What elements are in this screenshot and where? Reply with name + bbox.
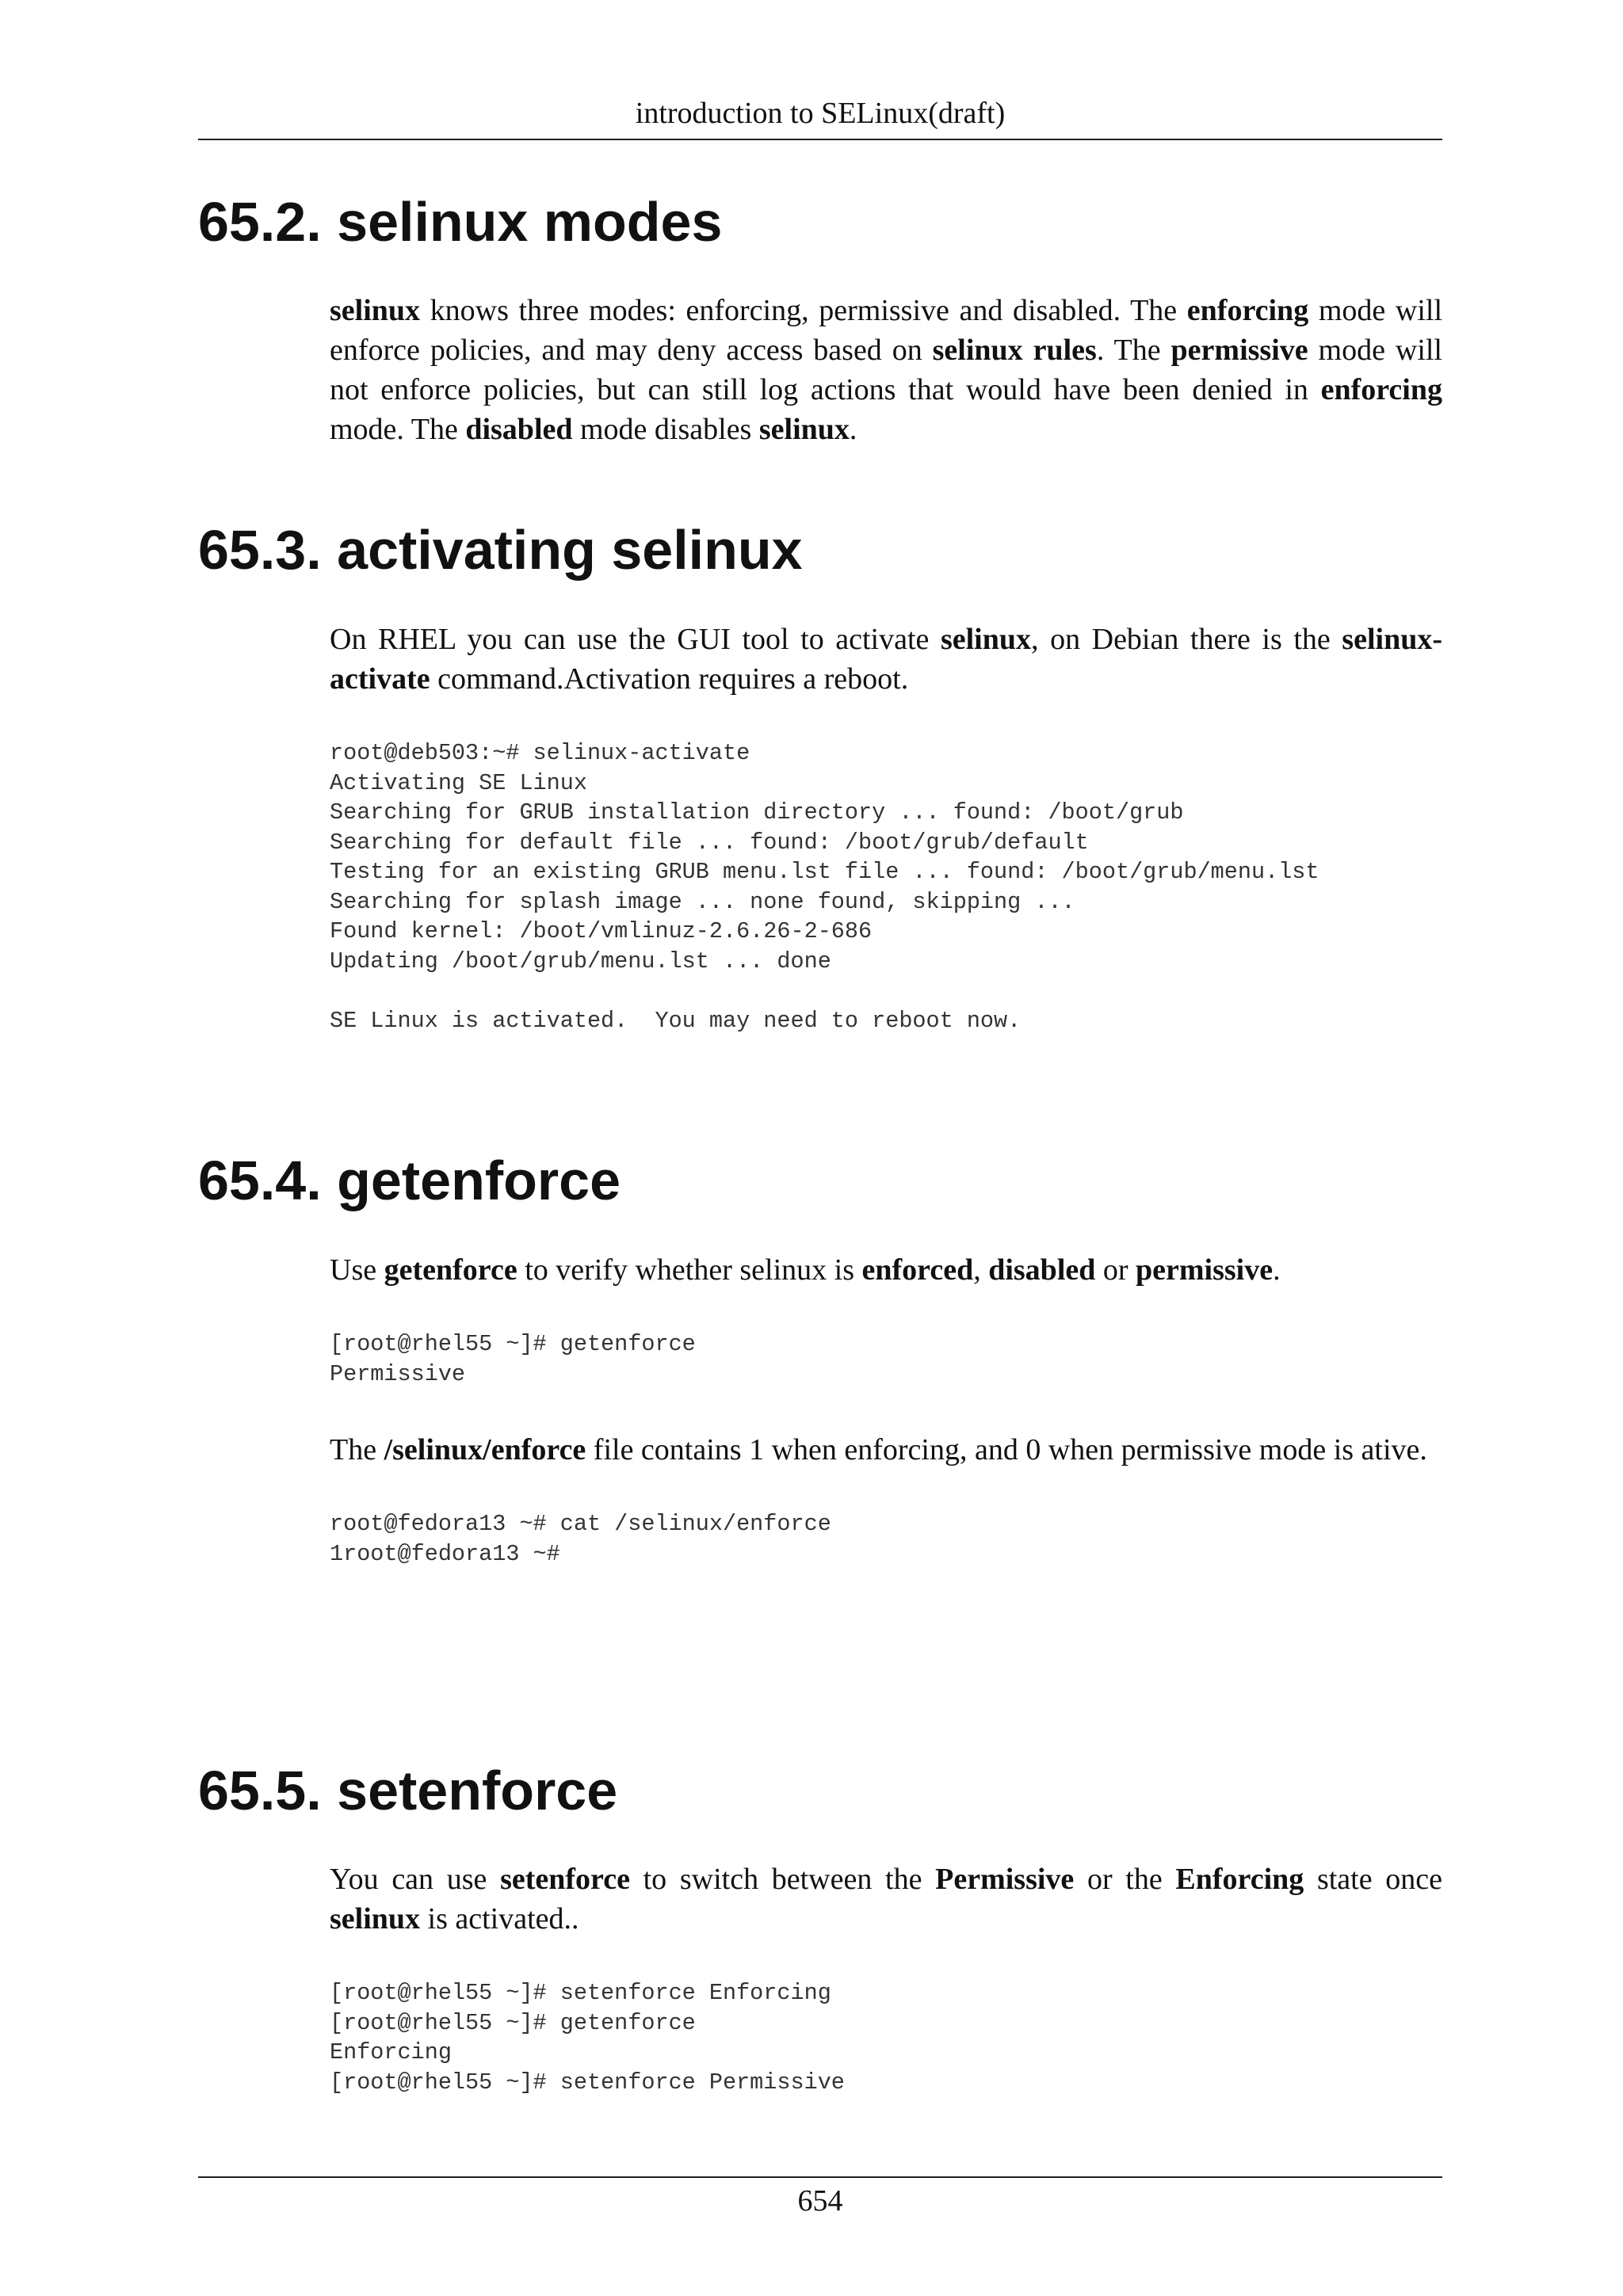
text-run: or [1095, 1253, 1136, 1287]
paragraph [330, 1250, 1442, 1290]
text-run: , on Debian there is the [1031, 623, 1342, 656]
code-line: [root@rhel55 ~]# getenforce [330, 1331, 696, 1357]
text-run: . [849, 413, 857, 446]
page-number: 654 [797, 2184, 843, 2218]
text-run: The [330, 1433, 384, 1466]
bold-term: enforcing [1186, 294, 1309, 327]
text-run: to switch between the [629, 1863, 936, 1896]
text-run: mode will enforce policies, and may deny access based on [330, 294, 1443, 367]
code-block [330, 1509, 1442, 1569]
bold-term: disabled [988, 1253, 1096, 1287]
section-heading: 65.2. selinux modes [198, 191, 723, 253]
paragraph [330, 1430, 1442, 1470]
text-run: file contains 1 when enforcing, and 0 when permissive mode is ative. [586, 1433, 1427, 1466]
bold-term: enforcing [1320, 373, 1442, 406]
section-setenforce [198, 1759, 1442, 2097]
section-selinux-modes [198, 190, 1442, 449]
code-line: root@deb503:~# selinux-activate [330, 740, 750, 766]
code-line: Searching for splash image ... none found, skipping ... [330, 888, 1075, 915]
text-run: or the [1074, 1863, 1176, 1896]
bold-term: selinux [330, 1902, 421, 1936]
bold-term: disabled [465, 413, 573, 446]
bold-term: permissive [1136, 1253, 1274, 1287]
code-block [330, 1978, 1442, 2097]
paragraph [330, 620, 1442, 699]
code-line: Updating /boot/grub/menu.lst ... done [330, 948, 831, 974]
code-block [330, 1329, 1442, 1389]
header-rule [198, 139, 1442, 140]
running-header: introduction to SELinux(draft) [635, 97, 1006, 130]
text-run: mode disables [572, 413, 759, 446]
code-line: [root@rhel55 ~]# setenforce Permissive [330, 2069, 845, 2096]
footer-rule [198, 2176, 1442, 2178]
text-run: You can use [330, 1863, 501, 1896]
bold-term: Enforcing [1175, 1863, 1304, 1896]
code-line [330, 976, 1442, 1006]
code-line: root@fedora13 ~# cat /selinux/enforce [330, 1511, 831, 1537]
bold-term: enforced [861, 1253, 974, 1287]
code-line: SE Linux is activated. You may need to reboot now. [330, 1007, 1022, 1034]
code-line: Permissive [330, 1360, 466, 1387]
bold-term: selinux-activate [330, 623, 1442, 696]
code-line: Enforcing [330, 2039, 452, 2065]
paragraph [330, 1859, 1442, 1939]
code-line: 1root@fedora13 ~# [330, 1540, 560, 1567]
text-run: to verify whether selinux is [517, 1253, 862, 1287]
bold-term: selinux rules [932, 334, 1097, 367]
section-heading: 65.3. activating selinux [198, 519, 803, 581]
section-getenforce [198, 1149, 1442, 1569]
bold-term: selinux [330, 294, 421, 327]
text-run: Use [330, 1253, 384, 1287]
code-line: Found kernel: /boot/vmlinuz-2.6.26-2-686 [330, 918, 873, 944]
text-run: , [973, 1253, 989, 1287]
text-run: state once [1304, 1863, 1443, 1896]
code-line: Searching for GRUB installation directory ... found: /boot/grub [330, 799, 1184, 826]
text-run: . The [1096, 334, 1171, 367]
paragraph [330, 291, 1442, 449]
code-line: [root@rhel55 ~]# getenforce [330, 2009, 696, 2036]
text-run: . [1273, 1253, 1281, 1287]
bold-term: Permissive [935, 1863, 1075, 1896]
section-heading: 65.5. setenforce [198, 1760, 618, 1821]
code-line: [root@rhel55 ~]# setenforce Enforcing [330, 1980, 831, 2006]
code-block [330, 738, 1442, 1035]
section-activating-selinux [198, 518, 1442, 1035]
text-run: is activated.. [420, 1902, 579, 1936]
text-run: mode. The [330, 413, 466, 446]
bold-term: getenforce [384, 1253, 517, 1287]
bold-term: /selinux/enforce [384, 1433, 586, 1466]
section-heading: 65.4. getenforce [198, 1150, 621, 1211]
bold-term: selinux [940, 623, 1032, 656]
bold-term: permissive [1170, 334, 1308, 367]
bold-term: selinux [758, 413, 850, 446]
bold-term: setenforce [500, 1863, 630, 1896]
text-run: command.Activation requires a reboot. [430, 662, 909, 696]
text-run: mode will not enforce policies, but can still log actions that would have been denied in [330, 334, 1442, 406]
text-run: On RHEL you can use the GUI tool to activate [330, 623, 941, 656]
code-line: Activating SE Linux [330, 769, 587, 796]
code-line: Testing for an existing GRUB menu.lst file ... found: /boot/grub/menu.lst [330, 859, 1319, 885]
text-run: knows three modes: enforcing, permissive and disabled. The [420, 294, 1187, 327]
code-line: Searching for default file ... found: /boot/grub/default [330, 829, 1089, 856]
